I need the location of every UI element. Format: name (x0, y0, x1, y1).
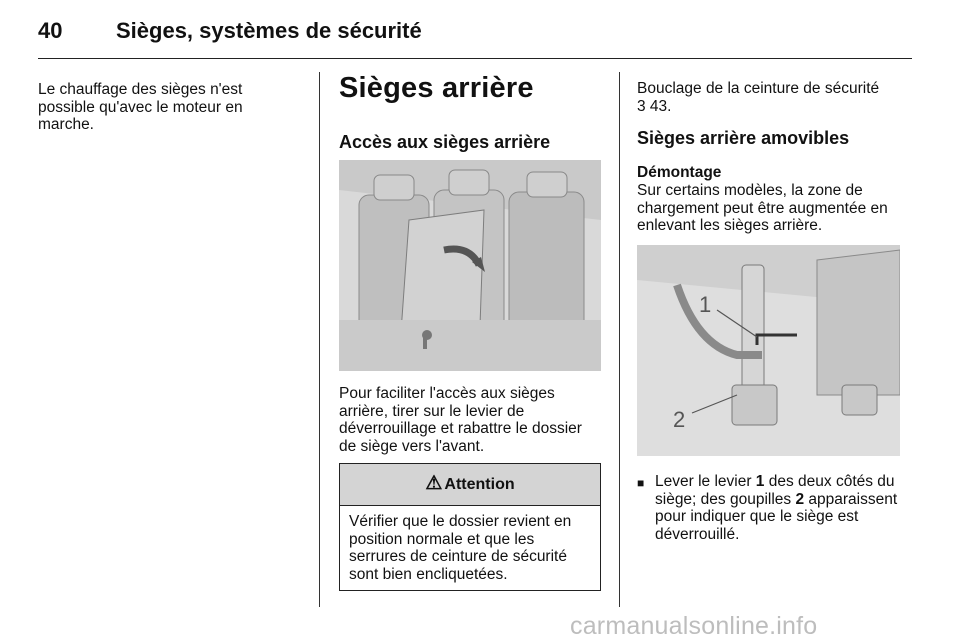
attention-text: Vérifier que le dossier revient en position normale et que les serrures de ceinture de sécurité sont bien encliquetées. (349, 513, 572, 583)
attention-header (340, 464, 600, 506)
section-heading: Sièges arrière (339, 72, 534, 104)
attention-title: Attention (444, 475, 515, 493)
removal-paragraph: Sur certains modèles, la zone de chargement peut être augmentée en enlevant les sièges arrière. (637, 182, 888, 234)
bullet-text: Lever le levier 1 des deux côtés du siège; des goupilles 2 apparaissent pour indiquer que le siège est déverrouillé. (655, 473, 898, 543)
page-number: 40 (38, 18, 63, 43)
figure-callout-2: 2 (673, 407, 686, 432)
figure-callout-1: 1 (699, 292, 712, 317)
intro-text: Le chauffage des sièges n'est possible qu'avec le moteur en marche. (38, 81, 243, 133)
header-rule (38, 58, 912, 59)
page-reference: 3 43. (637, 97, 672, 115)
seat-latch-figure (637, 245, 900, 456)
warning-triangle-icon: ⚠ (425, 473, 443, 494)
watermark: carmanualsonline.info (570, 612, 818, 640)
column-divider-left (319, 72, 320, 607)
seatbelt-reference-line: Bouclage de la ceinture de sécurité (637, 80, 880, 97)
bullet-item (637, 473, 905, 543)
removable-seats-heading: Sièges arrière amovibles (637, 128, 850, 148)
seatbelt-reference (637, 80, 907, 115)
subsection-heading: Accès aux sièges arrière (339, 132, 551, 152)
attention-box (339, 463, 601, 591)
section-title: Sièges, systèmes de sécurité (116, 18, 422, 43)
access-paragraph: Pour faciliter l'accès aux sièges arrière, tirer sur le levier de déverrouillage et rabattre le dossier de siège vers l'avant. (339, 385, 582, 455)
column-divider-right (619, 72, 620, 607)
rear-seat-figure (339, 160, 601, 371)
removal-subheading: Démontage (637, 164, 722, 181)
bullet-square-icon: ■ (637, 476, 645, 490)
